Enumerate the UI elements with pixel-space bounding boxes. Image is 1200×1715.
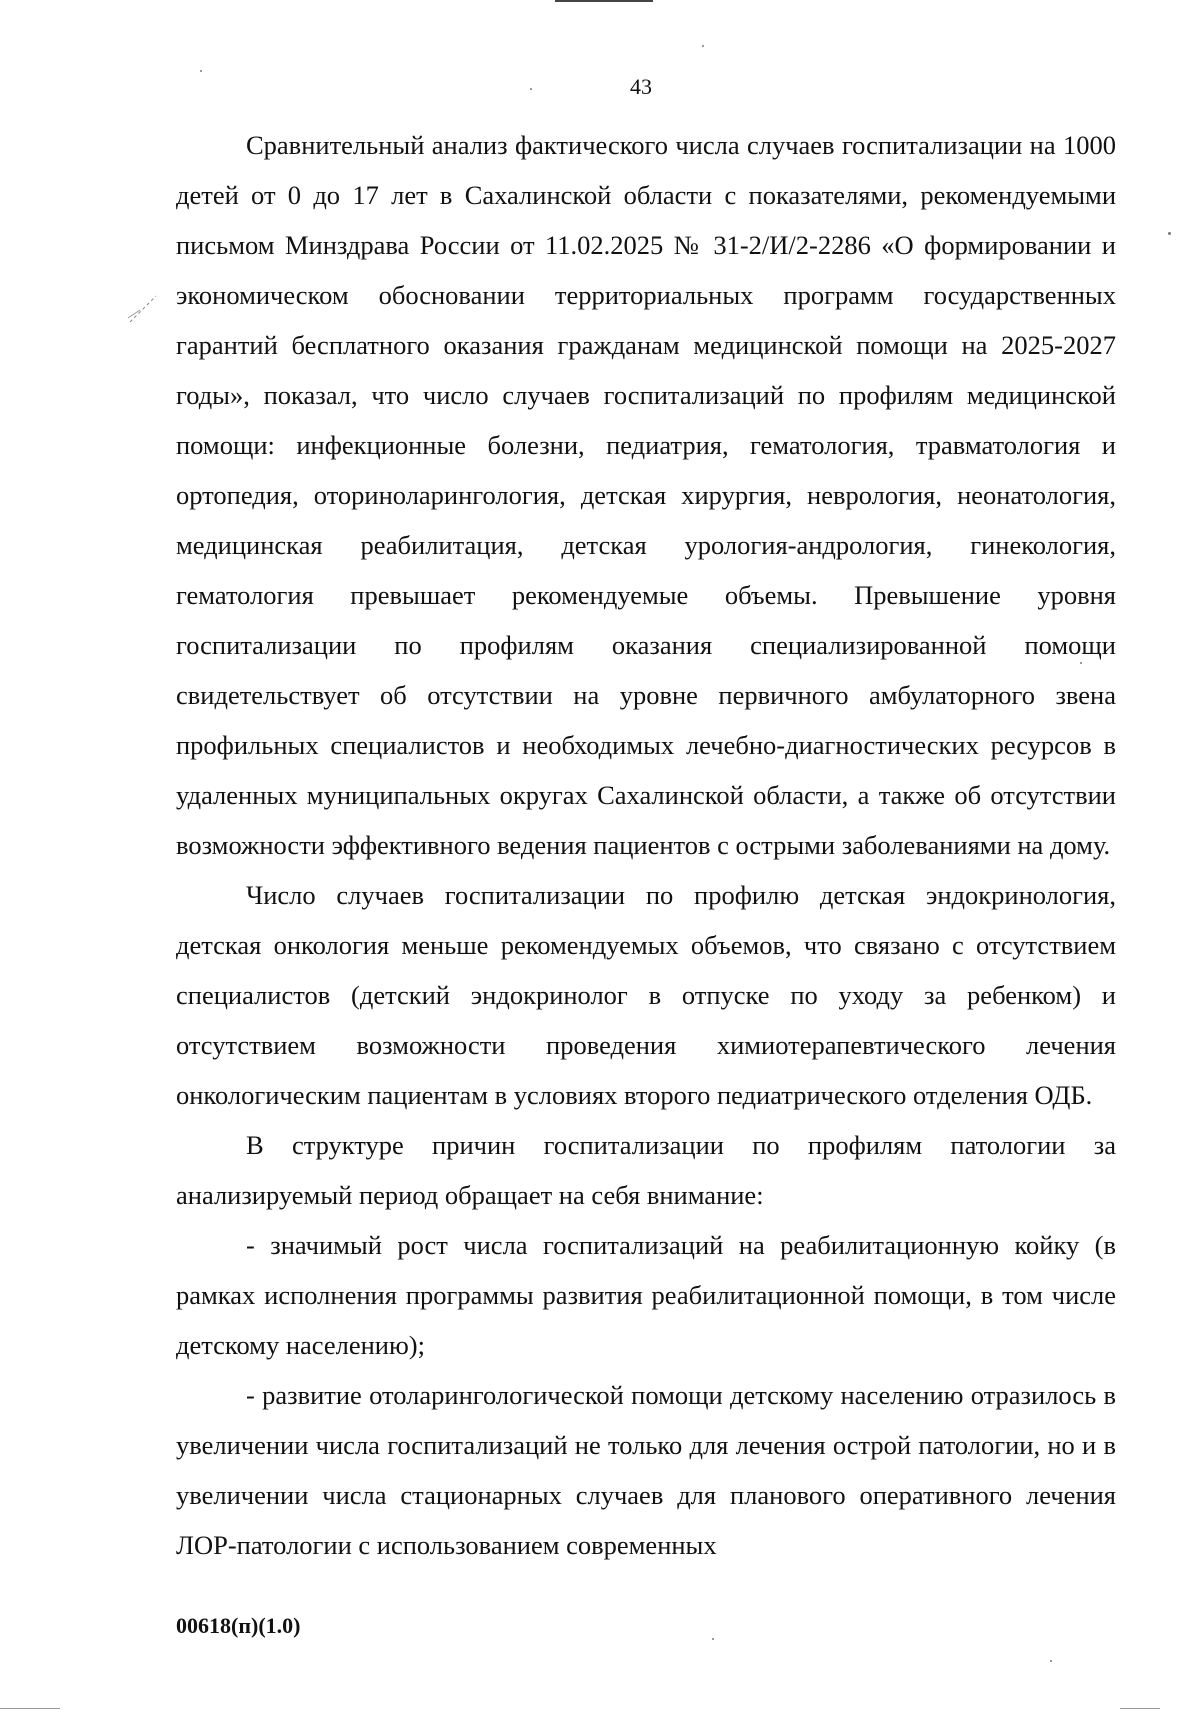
scan-edge <box>0 1708 60 1709</box>
scan-speck <box>702 45 704 47</box>
paragraph-comparative-analysis: Сравнительный анализ фактического числа случаев госпитализации на 1000 детей от 0 до 17 лет в Сахалинской области с показателями, рекомендуемыми письмом Минздрава России от 11.02.2025 № 31-2/И/2-2286 «О формировании и экономическом обосновании территориальных программ государственных гарантий бесплатного оказания гражданам медицинской помощи на 2025-2027 годы», показал, что число случаев госпитализаций по профилям медицинской помощи: инфекционные болезни, педиатрия, гематология, травматология и ортопедия, оториноларингология, детская хирургия, неврология, неонатология, медицинская реабилитация, детская урология-андрология, гинекология, гематология превышает рекомендуемые объемы. Превышение уровня госпитализации по профилям оказания специализированной помощи свидетельствует об отсутствии на уровне первичного амбулаторного звена профильных специалистов и необходимых лечебно-диагностических ресурсов в удаленных муниципальных округах Сахалинской области, а также об отсутствии возможности эффективного ведения пациентов с острыми заболеваниями на дому. <box>176 130 1116 860</box>
document-code: 00618(п)(1.0) <box>176 1613 301 1638</box>
top-rule <box>555 0 653 2</box>
scan-mark-icon <box>126 290 162 326</box>
list-item-otolaryngology: - развитие отоларингологической помощи детскому населению отразилось в увеличении числа госпитализаций не только для лечения острой патологии, но и в увеличении числа стационарных случаев для планового оперативного лечения ЛОР-патологии с использованием современных <box>176 1380 1116 1560</box>
scan-speck <box>1080 662 1082 664</box>
document-body <box>176 120 1116 1570</box>
paragraph-structure-intro: В структуре причин госпитализации по профилям патологии за анализируемый период обращает на себя внимание: <box>176 1130 1116 1210</box>
scan-speck <box>712 1638 714 1640</box>
page-number: 43 <box>630 74 652 99</box>
scan-speck <box>530 88 532 90</box>
scan-speck <box>1168 232 1171 235</box>
list-item-rehabilitation: - значимый рост числа госпитализаций на реабилитационную койку (в рамках исполнения программы развития реабилитационной помощи, в том числе детскому населению); <box>176 1230 1116 1360</box>
scan-edge <box>1120 1708 1160 1709</box>
scan-speck <box>1050 1660 1052 1662</box>
scan-speck <box>200 70 202 72</box>
paragraph-hospitalization-below: Число случаев госпитализации по профилю детская эндокринология, детская онкология меньше рекомендуемых объемов, что связано с отсутствием специалистов (детский эндокринолог в отпуске по уходу за ребенком) и отсутствием возможности проведения химиотерапевтического лечения онкологическим пациентам в условиях второго педиатрического отделения ОДБ. <box>176 880 1116 1110</box>
